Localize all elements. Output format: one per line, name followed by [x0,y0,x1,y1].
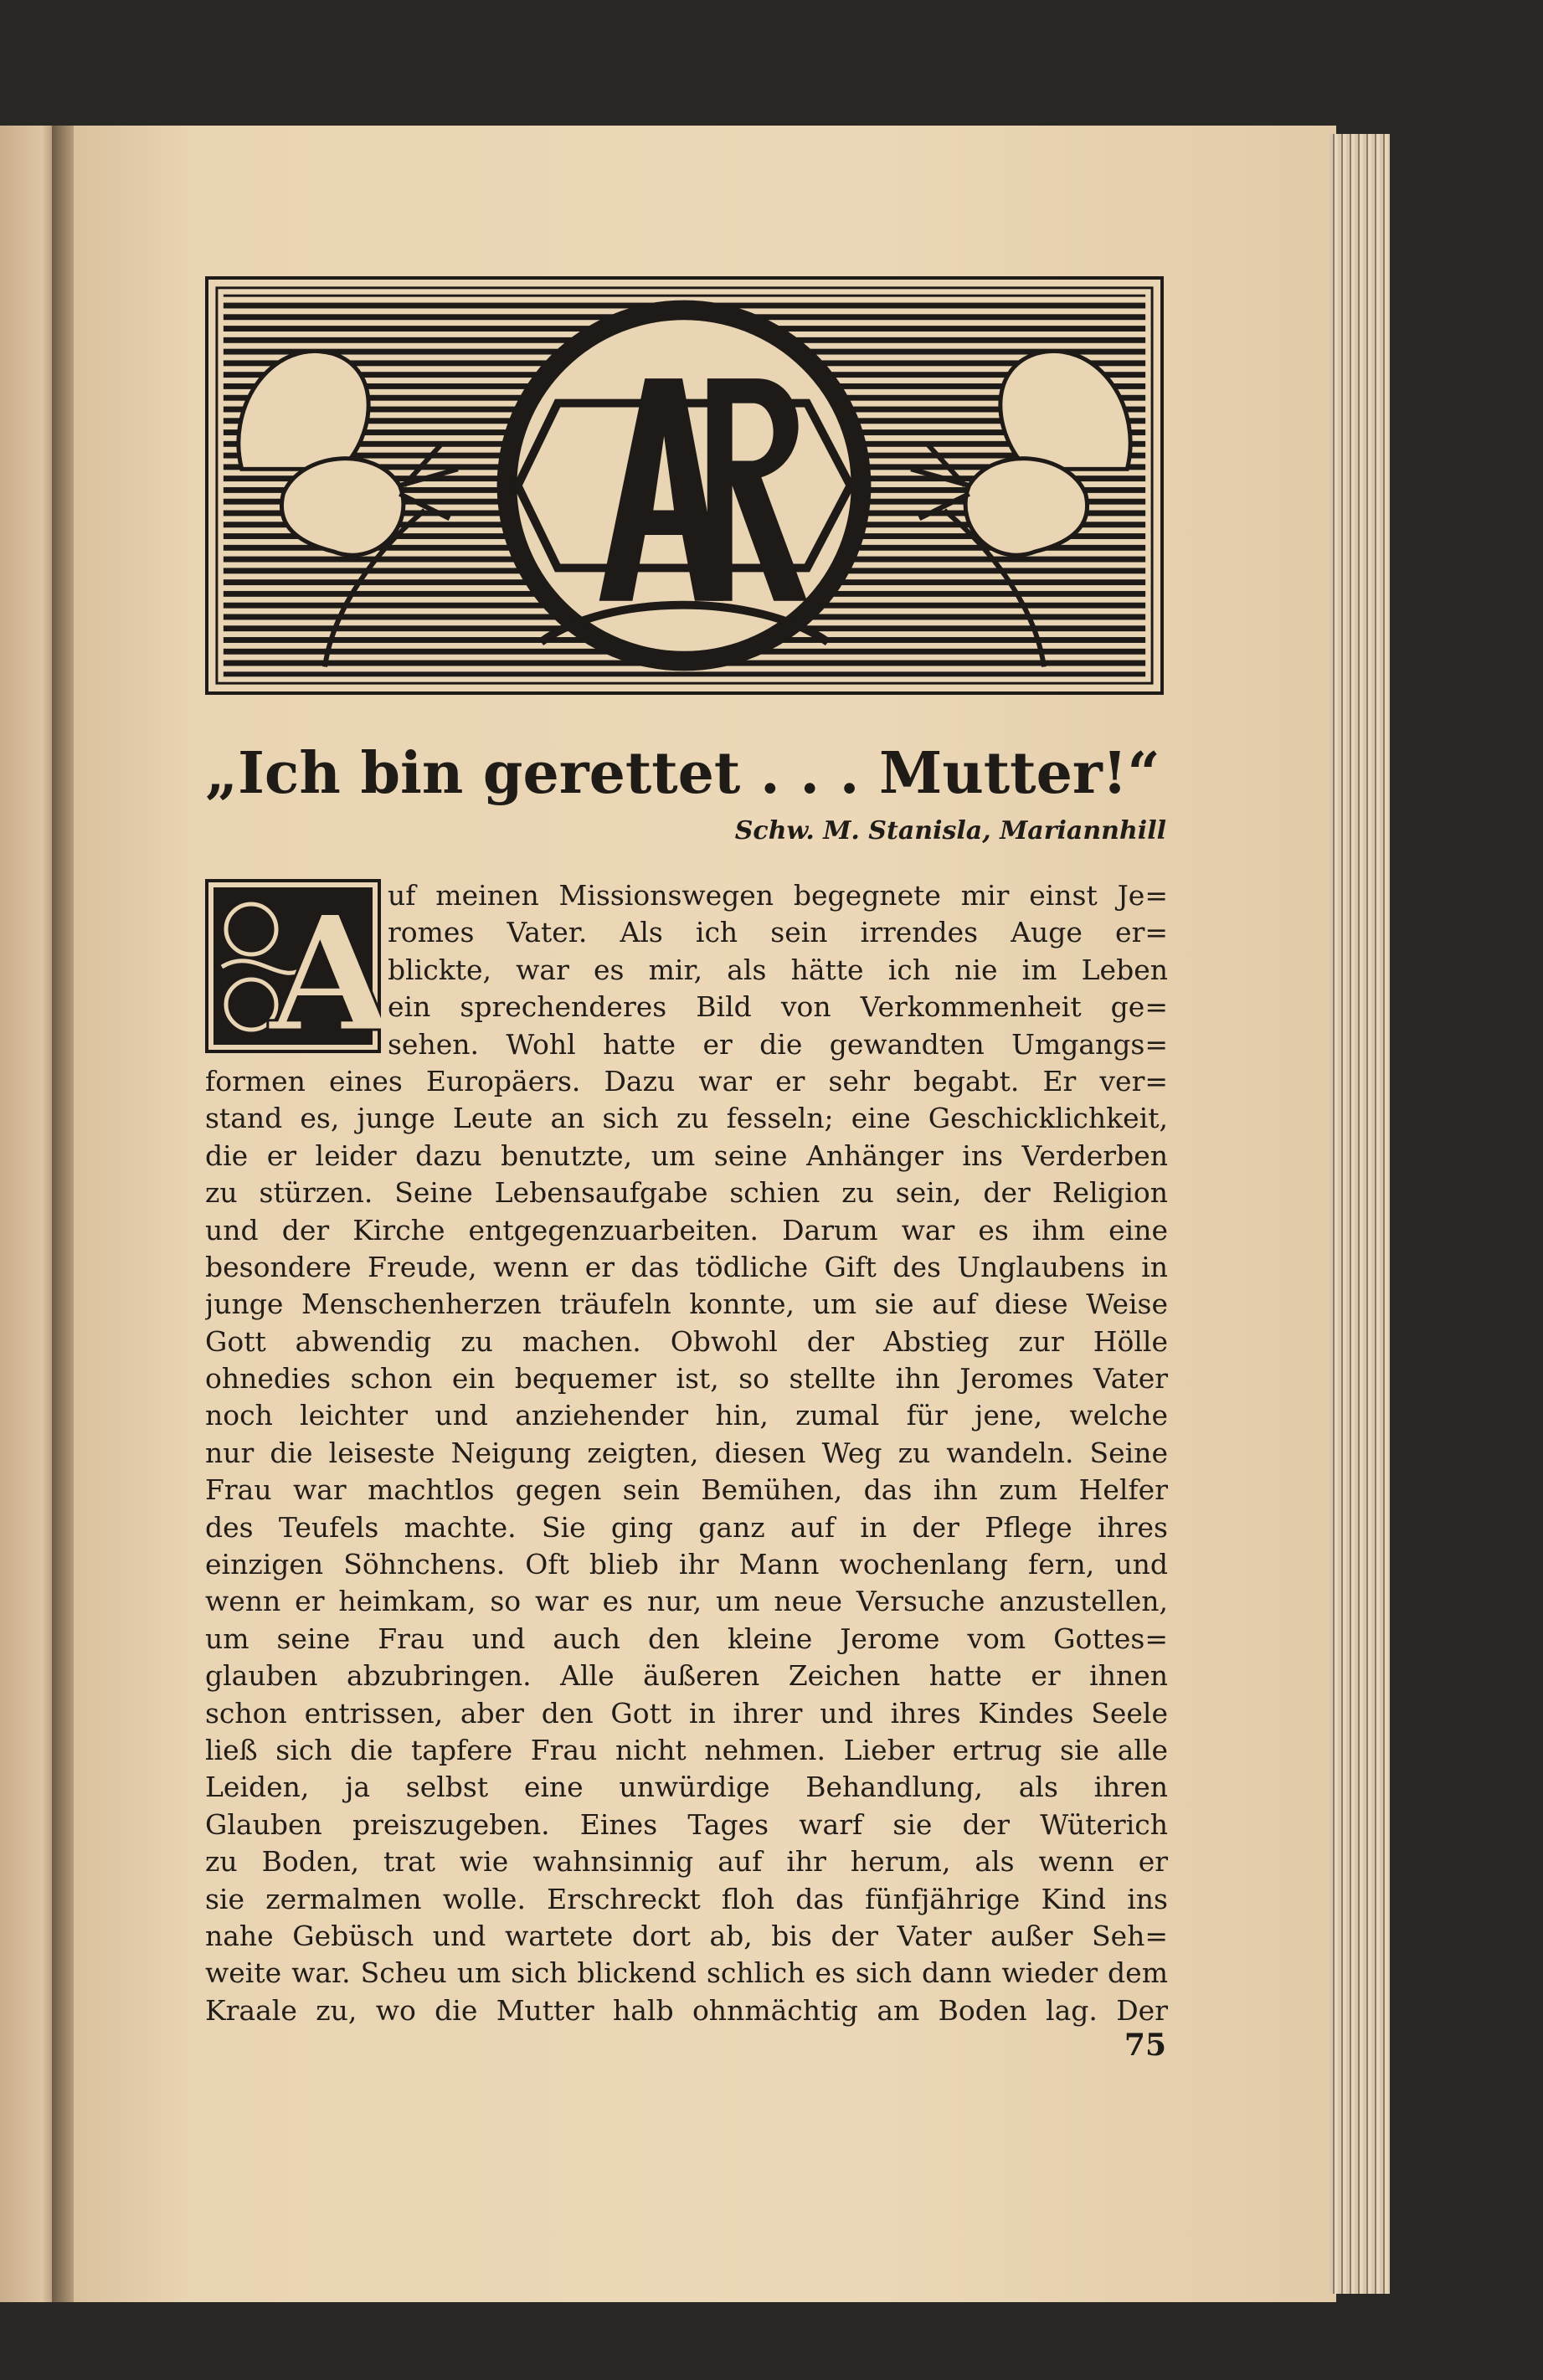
body-text-line: zu Boden, trat wie wahnsinnig auf ihr herum, als wenn er [205,1845,1168,1879]
body-text-line: schon entrissen, aber den Gott in ihrer und ihres Kindes Seele [205,1696,1168,1730]
body-text-line: um seine Frau und auch den kleine Jerome vom Gottes= [205,1622,1168,1655]
article-author: Schw. M. Stanisla, Mariannhill [734,816,1166,846]
page-number: 75 [1124,2028,1166,2063]
body-text-line: glauben abzubringen. Alle äußeren Zeichen hatte er ihnen [205,1659,1168,1693]
body-text-line: blickte, war es mir, als hätte ich nie im Leben [388,953,1168,986]
body-text-line: besondere Freude, wenn er das tödliche Gift des Unglaubens in [205,1250,1168,1283]
body-text-line: weite war. Scheu um sich blickend schlich es sich dann wieder dem [205,1956,1168,1990]
body-text-line: uf meinen Missionswegen begegnete mir einst Je= [388,879,1168,912]
body-text-line: nahe Gebüsch und wartete dort ab, bis der Vater außer Seh= [205,1919,1168,1952]
body-text-line: nur die leiseste Neigung zeigten, diesen Weg zu wandeln. Seine [205,1436,1168,1469]
body-text-line: ein sprechenderes Bild von Verkommenheit ge= [388,990,1168,1024]
body-text-line: Frau war machtlos gegen sein Bemühen, das ihn zum Helfer [205,1473,1168,1507]
body-text-line: einzigen Söhnchens. Oft blieb ihr Mann wochenlang fern, und [205,1548,1168,1581]
article-title: „Ich bin gerettet . . . Mutter!“ [205,740,1160,807]
body-text-line: die er leider dazu benutzte, um seine Anhänger ins Verderben [205,1139,1168,1172]
article-body [205,877,1168,2029]
body-text-line: zu stürzen. Seine Lebensaufgabe schien zu sein, der Religion [205,1176,1168,1210]
body-text-line: sie zermalmen wolle. Erschreckt floh das fünfjährige Kind ins [205,1882,1168,1915]
body-text-line: des Teufels machte. Sie ging ganz auf in der Pflege ihres [205,1510,1168,1544]
body-text-line: ohnedies schon ein bequemer ist, so stellte ihn Jeromes Vater [205,1362,1168,1396]
body-text-line: sehen. Wohl hatte er die gewandten Umgangs= [388,1027,1168,1061]
body-text-line: junge Menschenherzen träufeln konnte, um sie auf diese Weise [205,1288,1168,1321]
book-gutter [52,126,74,2302]
body-text-line: stand es, junge Leute an sich zu fesseln; eine Geschicklichkeit, [205,1102,1168,1135]
header-vignette [205,276,1164,695]
body-text-line: Leiden, ja selbst eine unwürdige Behandlung, als ihren [205,1771,1168,1804]
ave-maria-monogram-illustration [208,280,1160,691]
body-text-line: Kraale zu, wo die Mutter halb ohnmächtig am Boden lag. Der [205,1993,1168,2027]
page-edges [1330,134,1390,2294]
body-text-line: Glauben preiszugeben. Eines Tages warf sie der Wüterich [205,1807,1168,1841]
body-text-line: Gott abwendig zu machen. Obwohl der Abstieg zur Hölle [205,1324,1168,1358]
body-text-line: und der Kirche entgegenzuarbeiten. Darum war es ihm eine [205,1213,1168,1247]
body-text-line: noch leichter und anziehender hin, zumal für jene, welche [205,1399,1168,1432]
body-text-line: wenn er heimkam, so war es nur, um neue Versuche anzustellen, [205,1585,1168,1618]
body-text-line: ließ sich die tapfere Frau nicht nehmen. Lieber ertrug sie alle [205,1733,1168,1766]
body-text-line: romes Vater. Als ich sein irrendes Auge er= [388,916,1168,949]
initial-letter-glyph: A [269,881,381,1053]
body-text-line: formen eines Europäers. Dazu war er sehr begabt. Er ver= [205,1064,1168,1097]
